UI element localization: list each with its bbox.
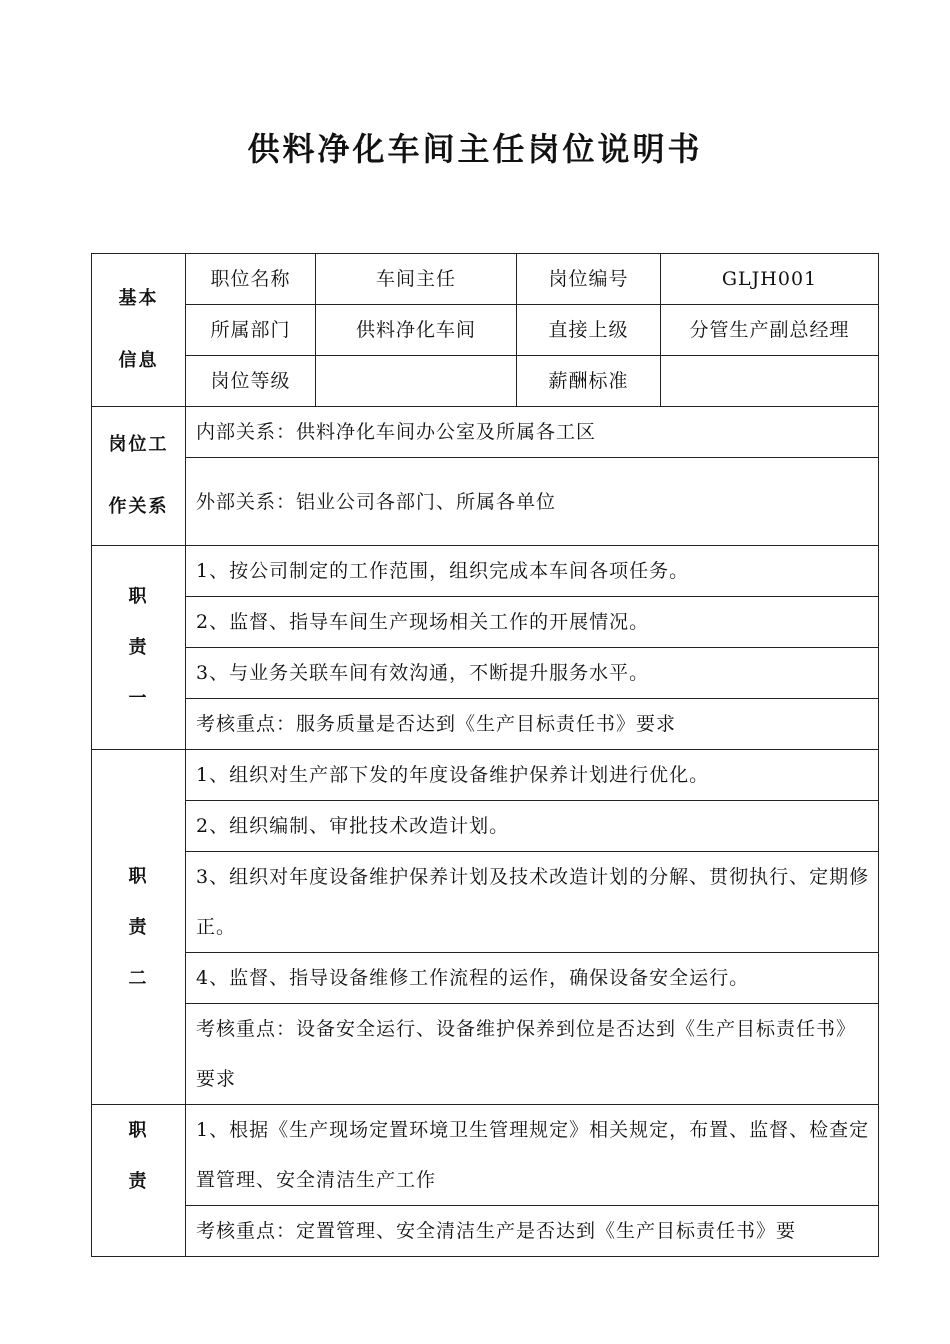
duty1-item: 2、监督、指导车间生产现场相关工作的开展情况。 (186, 597, 879, 648)
duty1-assessment: 考核重点：服务质量是否达到《生产目标责任书》要求 (186, 699, 879, 750)
duty3-item: 1、根据《生产现场定置环境卫生管理规定》相关规定，布置、监督、检查定置管理、安全清洁生产工作 (186, 1105, 879, 1206)
duty1-label: 职 责 一 (92, 546, 186, 750)
duty2-assessment: 考核重点：设备安全运行、设备维护保养到位是否达到《生产目标责任书》要求 (186, 1004, 879, 1105)
basic-info-label: 基本 信息 (92, 254, 186, 407)
duty2-item: 2、组织编制、审批技术改造计划。 (186, 801, 879, 852)
position-code-value: GLJH001 (661, 254, 879, 305)
external-relations: 外部关系：铝业公司各部门、所属各单位 (186, 458, 879, 546)
duty2-label: 职 责 二 (92, 750, 186, 1105)
internal-relations: 内部关系：供料净化车间办公室及所属各工区 (186, 407, 879, 458)
supervisor-label: 直接上级 (517, 305, 661, 356)
position-name-label: 职位名称 (186, 254, 316, 305)
relations-label: 岗位工 作关系 (92, 407, 186, 546)
duty3-label: 职 责 (92, 1105, 186, 1257)
duty1-item: 3、与业务关联车间有效沟通，不断提升服务水平。 (186, 648, 879, 699)
grade-label: 岗位等级 (186, 356, 316, 407)
position-name-value: 车间主任 (316, 254, 517, 305)
position-code-label: 岗位编号 (517, 254, 661, 305)
job-description-table (91, 253, 879, 1257)
duty1-item: 1、按公司制定的工作范围，组织完成本车间各项任务。 (186, 546, 879, 597)
salary-value (661, 356, 879, 407)
duty2-item: 4、监督、指导设备维修工作流程的运作，确保设备安全运行。 (186, 953, 879, 1004)
duty3-assessment: 考核重点：定置管理、安全清洁生产是否达到《生产目标责任书》要 (186, 1206, 879, 1257)
department-label: 所属部门 (186, 305, 316, 356)
duty2-item: 1、组织对生产部下发的年度设备维护保养计划进行优化。 (186, 750, 879, 801)
page-title: 供料净化车间主任岗位说明书 (247, 130, 703, 168)
department-value: 供料净化车间 (316, 305, 517, 356)
salary-label: 薪酬标准 (517, 356, 661, 407)
duty2-item: 3、组织对年度设备维护保养计划及技术改造计划的分解、贯彻执行、定期修正。 (186, 852, 879, 953)
grade-value (316, 356, 517, 407)
supervisor-value: 分管生产副总经理 (661, 305, 879, 356)
